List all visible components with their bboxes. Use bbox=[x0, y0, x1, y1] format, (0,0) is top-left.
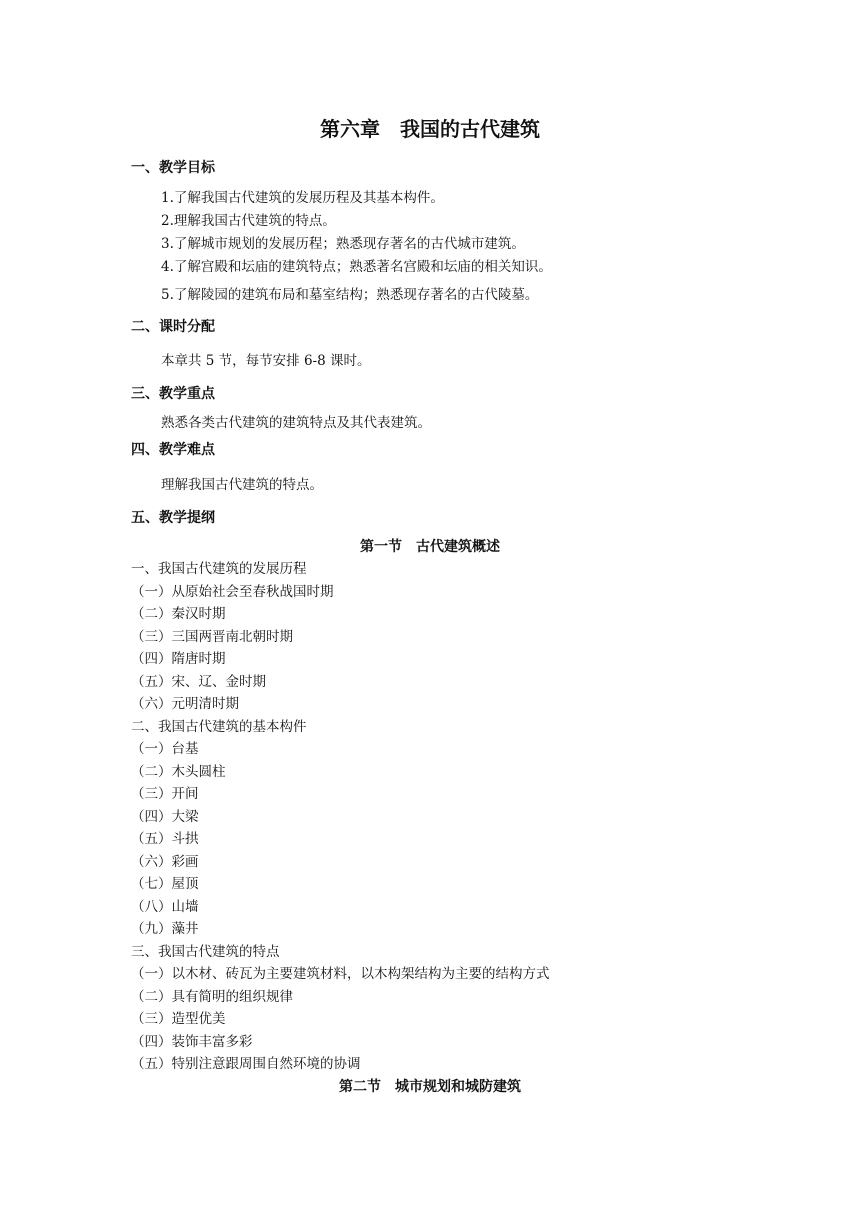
outline-item: （三）开间 bbox=[131, 786, 199, 802]
outline-item: （一）从原始社会至春秋战国时期 bbox=[131, 584, 334, 600]
objective-item: 4.了解宫殿和坛庙的建筑特点；熟悉著名宫殿和坛庙的相关知识。 bbox=[161, 259, 552, 275]
hours-text: 本章共 5 节，每节安排 6-8 课时。 bbox=[161, 353, 371, 369]
outline-item: （五）特别注意跟周围自然环境的协调 bbox=[131, 1056, 361, 1072]
outline-item: （三）三国两晋南北朝时期 bbox=[131, 629, 293, 645]
focus-text: 熟悉各类古代建筑的建筑特点及其代表建筑。 bbox=[161, 415, 431, 431]
outline-item: （五）宋、辽、金时期 bbox=[131, 674, 266, 690]
chapter-title: 第六章 我国的古代建筑 bbox=[320, 117, 540, 141]
outline-part-title: 一、我国古代建筑的发展历程 bbox=[131, 561, 307, 577]
hours-heading: 二、课时分配 bbox=[131, 319, 215, 335]
outline-item: （七）屋顶 bbox=[131, 876, 199, 892]
outline-item: （一）以木材、砖瓦为主要建筑材料，以木构架结构为主要的结构方式 bbox=[131, 966, 550, 982]
outline-item: （八）山墙 bbox=[131, 899, 199, 915]
objective-item: 5.了解陵园的建筑布局和墓室结构；熟悉现存著名的古代陵墓。 bbox=[161, 287, 539, 303]
objective-item: 2.理解我国古代建筑的特点。 bbox=[161, 213, 336, 229]
section-2-title: 第二节 城市规划和城防建筑 bbox=[339, 1079, 521, 1095]
objective-item: 1.了解我国古代建筑的发展历程及其基本构件。 bbox=[161, 190, 444, 206]
outline-part-title: 三、我国古代建筑的特点 bbox=[131, 944, 280, 960]
difficulty-heading: 四、教学难点 bbox=[131, 442, 215, 458]
outline-item: （四）隋唐时期 bbox=[131, 651, 226, 667]
outline-item: （一）台基 bbox=[131, 741, 199, 757]
outline-item: （四）大梁 bbox=[131, 809, 199, 825]
outline-item: （五）斗拱 bbox=[131, 831, 199, 847]
focus-heading: 三、教学重点 bbox=[131, 386, 215, 402]
outline-item: （三）造型优美 bbox=[131, 1011, 226, 1027]
section-1-title: 第一节 古代建筑概述 bbox=[360, 539, 500, 555]
outline-item: （二）具有简明的组织规律 bbox=[131, 989, 293, 1005]
outline-item: （六）元明清时期 bbox=[131, 696, 239, 712]
objectives-heading: 一、教学目标 bbox=[131, 160, 215, 176]
outline-item: （二）木头圆柱 bbox=[131, 764, 226, 780]
outline-item: （六）彩画 bbox=[131, 854, 199, 870]
difficulty-text: 理解我国古代建筑的特点。 bbox=[161, 477, 323, 493]
outline-heading: 五、教学提纲 bbox=[131, 510, 215, 526]
outline-item: （四）装饰丰富多彩 bbox=[131, 1034, 253, 1050]
objective-item: 3.了解城市规划的发展历程；熟悉现存著名的古代城市建筑。 bbox=[161, 236, 525, 252]
outline-item: （二）秦汉时期 bbox=[131, 606, 226, 622]
outline-part-title: 二、我国古代建筑的基本构件 bbox=[131, 719, 307, 735]
outline-item: （九）藻井 bbox=[131, 921, 199, 937]
